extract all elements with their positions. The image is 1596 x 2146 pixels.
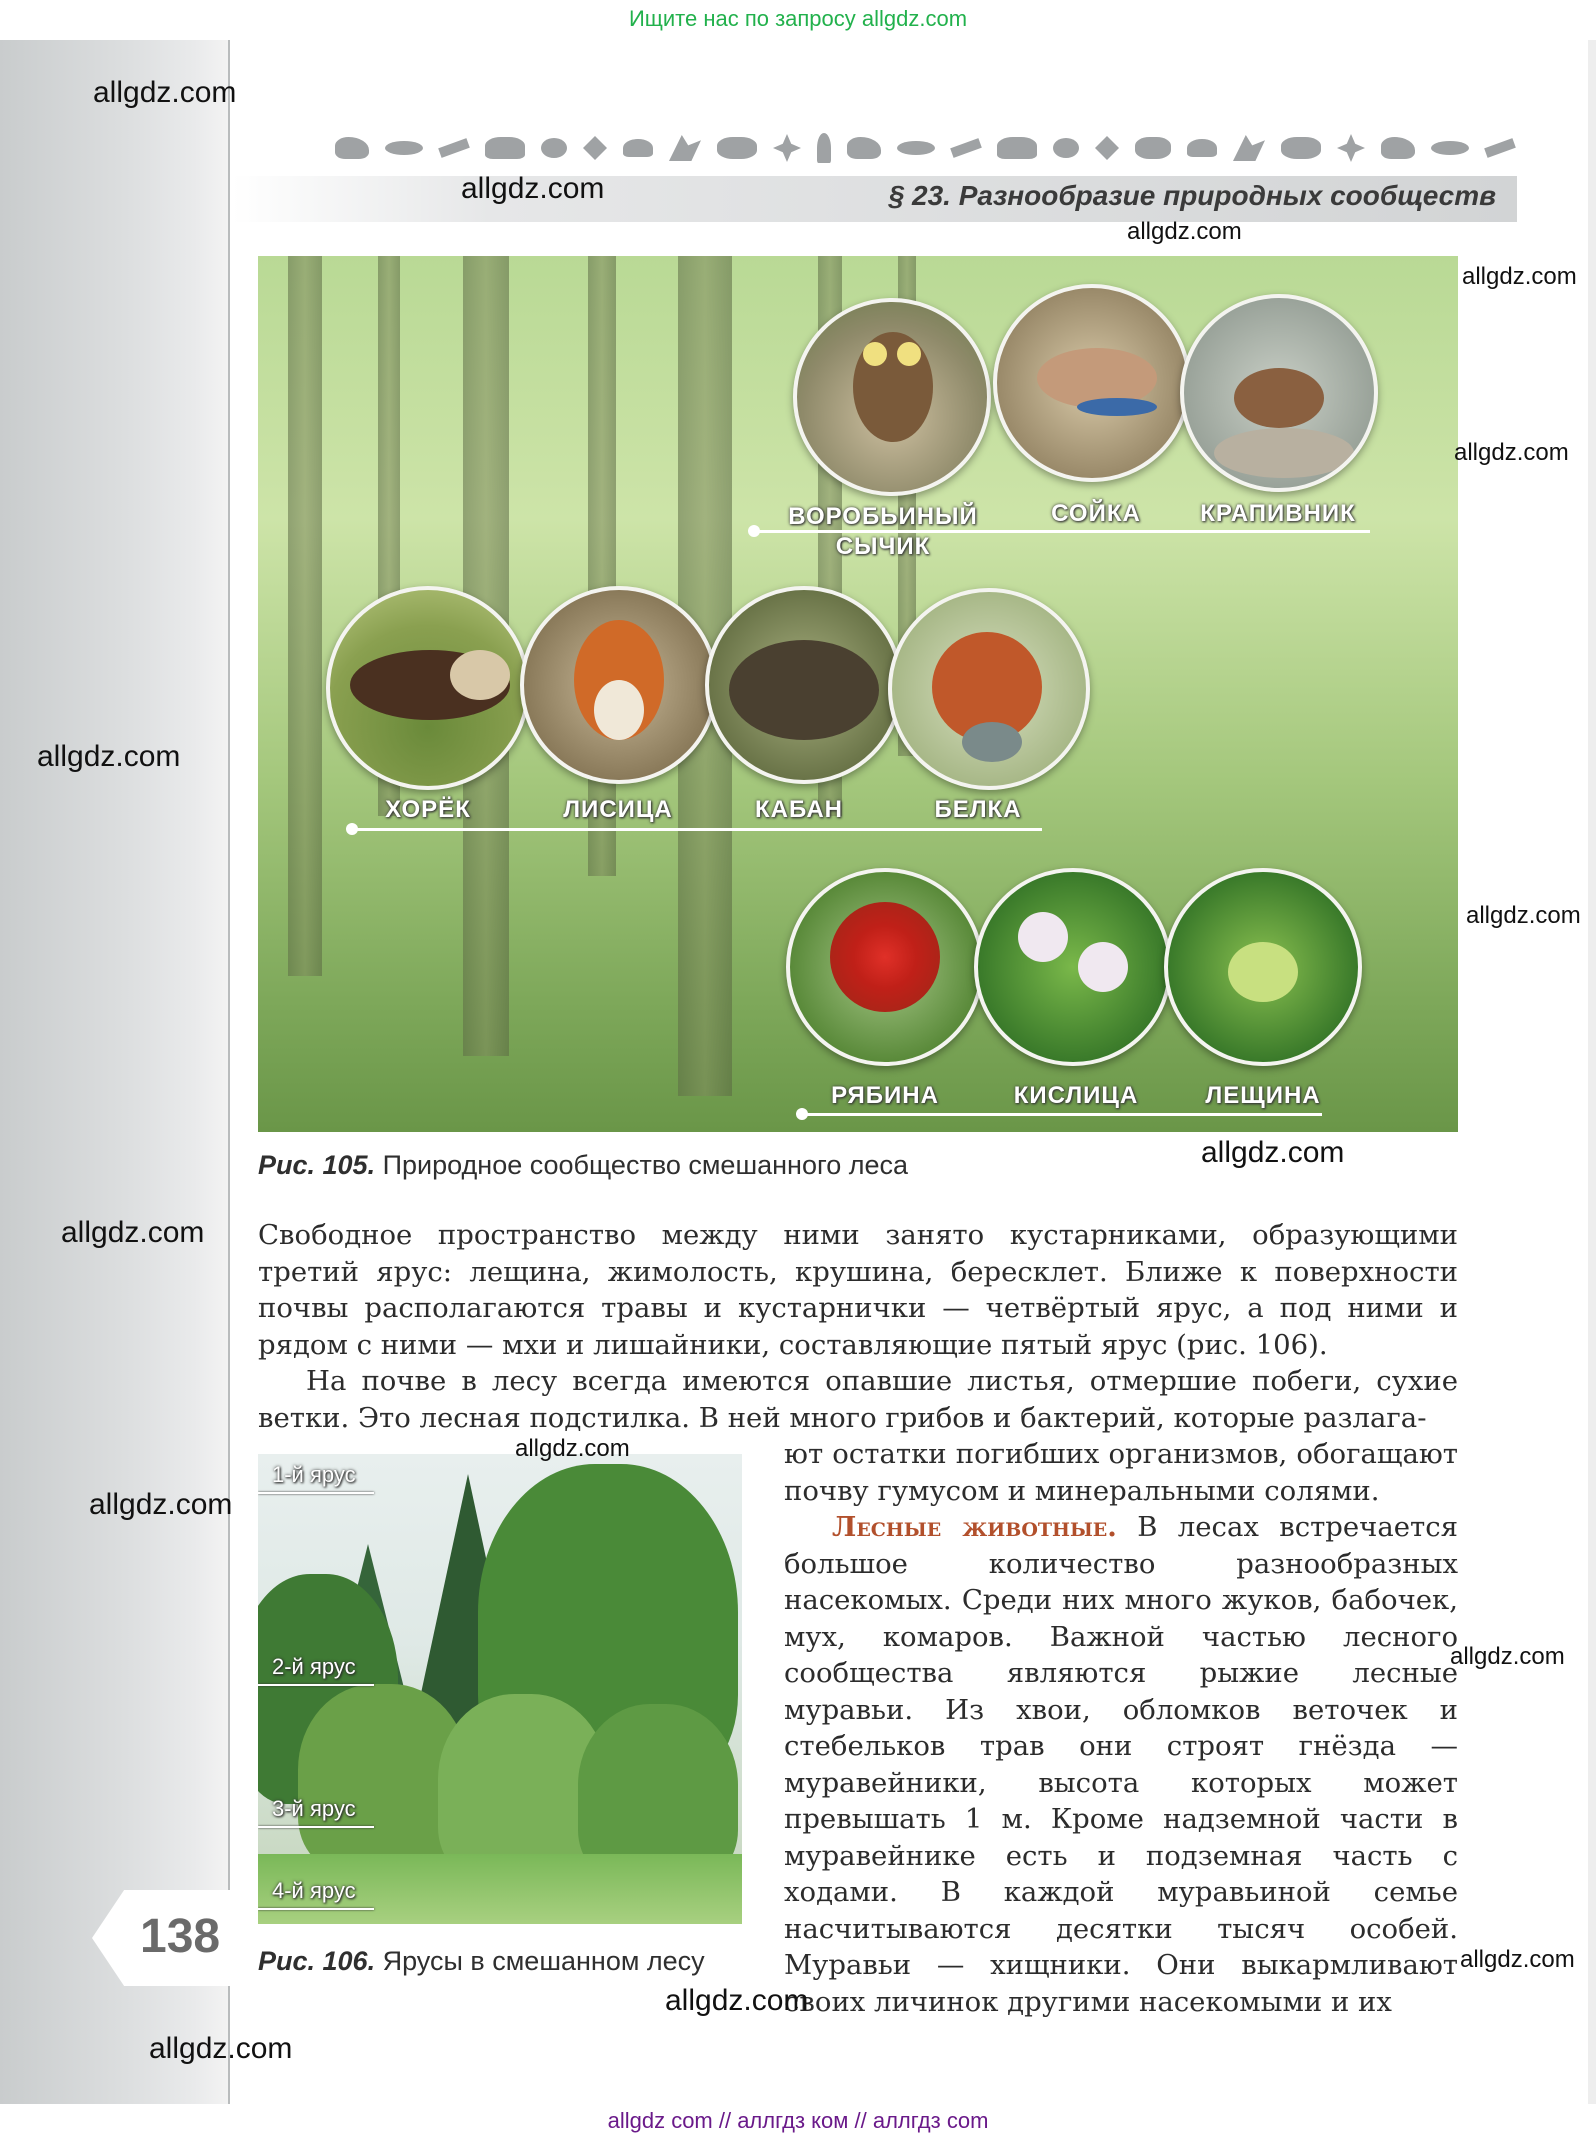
paragraph-text: В лесах встречается большое количество разнообразных насекомых. Среди них много жуков, бабочек, мух, комаров. Важной частью лесного сообщества являются рыжие лесные муравьи. Из хвои, обломков веточек и стебельков трав они строят гнёзда — муравейники, высота которых может превышать 1 м. Кроме надземной части в муравейнике есть и подземная часть с ходами. В каждой муравьиной семье насчитываются десятки тысяч особей. Муравьи — хищники. Они выкармливают своих личинок другими насекомыми и их — [784, 1511, 1458, 2018]
label-hazel: ЛЕЩИНА — [1205, 1082, 1321, 1109]
figure-105-caption-text: Природное сообщество смешанного леса — [375, 1150, 909, 1180]
silhouette-icon — [669, 135, 701, 161]
squirrel-photo — [888, 588, 1090, 790]
silhouette-icon — [1233, 135, 1265, 161]
silhouette-icon — [717, 137, 757, 159]
page-number: 138 — [140, 1910, 221, 1963]
silhouette-icon — [385, 141, 423, 155]
ferret-photo — [326, 586, 530, 790]
oxalis-photo — [974, 868, 1172, 1066]
tier-line — [258, 1908, 374, 1910]
silhouette-icon — [335, 137, 369, 159]
label-jay: СОЙКА — [1051, 500, 1141, 527]
silhouette-icon — [1381, 137, 1415, 159]
section-title: § 23. Разнообразие природных сообществ — [888, 180, 1496, 211]
body-text-right-column — [784, 1436, 1458, 2020]
wren-photo — [1180, 294, 1378, 492]
label-fox: ЛИСИЦА — [563, 796, 673, 823]
animal-silhouettes-strip — [335, 130, 1515, 166]
silhouette-icon — [1095, 136, 1119, 160]
silhouette-icon — [541, 138, 567, 158]
figure-105-forest-community — [258, 256, 1458, 1132]
figure-106-caption — [258, 1946, 705, 1977]
silhouette-icon — [485, 137, 525, 159]
label-oxalis: КИСЛИЦА — [1013, 1082, 1139, 1109]
figure-106-caption-text: Ярусы в смешанном лесу — [375, 1946, 705, 1976]
silhouette-icon — [1187, 139, 1217, 157]
silhouette-icon — [1337, 134, 1365, 162]
hazel-photo — [1164, 868, 1362, 1066]
silhouette-icon — [438, 138, 470, 158]
figure-105-number: Рис. 105. — [258, 1150, 376, 1180]
boar-photo — [705, 586, 903, 784]
watermark: allgdz.com — [1127, 218, 1242, 245]
jay-photo — [993, 284, 1191, 482]
watermark: allgdz.com — [1460, 1946, 1575, 1973]
silhouette-icon — [1484, 138, 1516, 158]
silhouette-icon — [950, 138, 982, 158]
owl-photo — [793, 298, 991, 496]
silhouette-icon — [897, 141, 935, 155]
figure-105-caption — [258, 1150, 908, 1181]
caption-line — [352, 828, 1042, 831]
watermark: allgdz.com — [515, 1435, 630, 1462]
paragraph — [784, 1509, 1458, 2020]
label-wren: КРАПИВНИК — [1200, 500, 1356, 527]
silhouette-icon — [1431, 141, 1469, 155]
top-banner[interactable]: Ищите нас по запросу allgdz.com — [628, 6, 968, 31]
silhouette-icon — [623, 139, 653, 157]
figure-106-forest-tiers — [258, 1454, 742, 1924]
rowan-photo — [786, 868, 984, 1066]
watermark: allgdz.com — [665, 1984, 809, 2017]
fox-photo — [520, 586, 718, 784]
watermark: allgdz.com — [149, 2032, 293, 2065]
watermark: allgdz.com — [37, 740, 181, 773]
silhouette-icon — [817, 133, 831, 163]
paragraph: ют остатки погибших организмов, обогащают почву гумусом и минеральными солями. — [784, 1438, 1458, 1507]
tier-label-4: 4-й ярус — [272, 1878, 356, 1903]
paragraph: На почве в лесу всегда имеются опавшие листья, отмершие побеги, сухие ветки. Это лесная подстилка. В ней много грибов и бактерий, которые разлага- — [258, 1365, 1458, 1434]
label-rowan: РЯБИНА — [831, 1082, 939, 1109]
watermark: allgdz.com — [1466, 902, 1581, 929]
inline-heading: Лесные животные. — [832, 1511, 1117, 1543]
tier-line — [258, 1684, 374, 1686]
body-text-top — [258, 1217, 1458, 1436]
silhouette-icon — [583, 136, 607, 160]
figure-106-number: Рис. 106. — [258, 1946, 376, 1976]
watermark: allgdz.com — [61, 1216, 205, 1249]
label-owl: ВОРОБЬИНЫЙ СЫЧИК — [788, 503, 978, 560]
paragraph: Свободное пространство между ними занято кустарниками, образующими третий ярус: лещина, жимолость, крушина, бересклет. Ближе к поверхности почвы располагаются травы и кустарнички — четвёртый ярус, а под ними и рядом с ними — мхи и лишайники, составляющие пятый ярус (рис. 106). — [258, 1219, 1458, 1361]
watermark: allgdz.com — [89, 1488, 233, 1521]
label-squirrel: БЕЛКА — [934, 796, 1022, 823]
tier-label-2: 2-й ярус — [272, 1654, 356, 1679]
watermark: allgdz.com — [1450, 1643, 1565, 1670]
silhouette-icon — [773, 134, 801, 162]
silhouette-icon — [1281, 137, 1321, 159]
silhouette-icon — [847, 137, 881, 159]
silhouette-icon — [1135, 137, 1171, 159]
tier-label-3: 3-й ярус — [272, 1796, 356, 1821]
watermark: allgdz.com — [93, 76, 237, 109]
footer-links[interactable]: allgdz com // аллгдз ком // аллгдз com — [607, 2108, 989, 2133]
page-right-edge — [1588, 40, 1596, 2104]
watermark: allgdz.com — [1454, 439, 1569, 466]
silhouette-icon — [997, 137, 1037, 159]
tier-label-1: 1-й ярус — [272, 1462, 356, 1487]
page-left-margin — [0, 40, 233, 2104]
watermark: allgdz.com — [461, 172, 605, 205]
watermark: allgdz.com — [1201, 1136, 1345, 1169]
label-ferret: ХОРЁК — [385, 796, 471, 823]
watermark: allgdz.com — [1462, 263, 1577, 290]
tier-line — [258, 1826, 374, 1828]
caption-line — [802, 1113, 1322, 1116]
tier-line — [258, 1492, 374, 1494]
label-boar: КАБАН — [755, 796, 843, 823]
silhouette-icon — [1053, 138, 1079, 158]
